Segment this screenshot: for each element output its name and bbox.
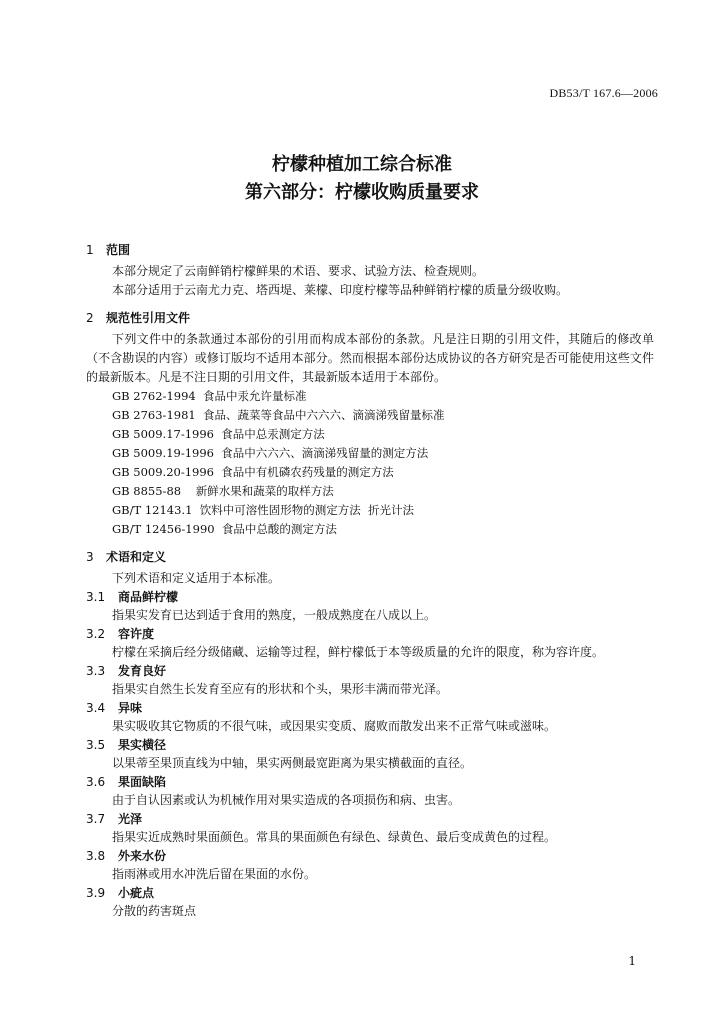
term-heading — [86, 588, 654, 606]
term-definition: 指雨淋或用水冲洗后留在果面的水份。 — [112, 867, 317, 881]
section-number: 2 — [86, 311, 94, 325]
reference-item: GB/T 12143.1 饮料中可溶性固形物的测定方法 折光计法 — [112, 503, 415, 517]
term-number: 3.4 — [86, 701, 106, 715]
section-body — [86, 569, 654, 921]
reference-item: GB 8855-88 新鲜水果和蔬菜的取样方法 — [112, 484, 334, 498]
paragraph: 下列文件中的条款通过本部份的引用而构成本部份的条款。凡是注日期的引用文件，其随后的修改单（不含勘误的内容）或修订版均不适用本部分。然而根据本部份达成协议的各方研究是否可能使用这些文件的最新版本。凡是不注日期的引用文件，其最新版本适用于本部份。 — [86, 332, 654, 384]
term-number: 3.9 — [86, 886, 106, 900]
term-heading — [86, 736, 654, 754]
section-heading — [86, 308, 654, 328]
term-title: 商品鲜柠檬 — [118, 590, 179, 604]
term-definition: 柠檬在采摘后经分级储藏、运输等过程，鲜柠檬低于本等级质量的允许的限度，称为容许度。 — [112, 645, 605, 659]
term-title: 发育良好 — [118, 664, 167, 678]
term-title: 果实横径 — [118, 738, 167, 752]
term-heading — [86, 699, 654, 717]
section-body — [86, 330, 654, 539]
section-heading — [86, 240, 654, 260]
term-heading — [86, 810, 654, 828]
paragraph: 本部分适用于云南尤力克、塔西堤、莱檬、印度柠檬等品种鲜销柠檬的质量分级收购。 — [112, 283, 569, 297]
term-number: 3.5 — [86, 738, 106, 752]
term-number: 3.3 — [86, 664, 106, 678]
section-title: 规范性引用文件 — [106, 311, 191, 325]
reference-item: GB 2762-1994 食品中汞允许量标准 — [112, 389, 307, 403]
term-number: 3.1 — [86, 590, 106, 604]
term-definition: 指果实发育已达到适于食用的熟度，一般成熟度在八成以上。 — [112, 608, 437, 622]
reference-item: GB 5009.19-1996 食品中六六六、滴滴涕残留量的测定方法 — [112, 446, 429, 460]
term-heading — [86, 662, 654, 680]
term-definition: 分散的药害斑点 — [112, 904, 197, 918]
term-heading — [86, 773, 654, 791]
term-heading — [86, 625, 654, 643]
page-number: 1 — [628, 954, 636, 968]
term-definition: 指果实自然生长发育至应有的形状和个头，果形丰满而带光泽。 — [112, 682, 449, 696]
term-number: 3.7 — [86, 812, 106, 826]
reference-item: GB 2763-1981 食品、蔬菜等食品中六六六、滴滴涕残留量标准 — [112, 408, 445, 422]
reference-item: GB 5009.20-1996 食品中有机磷农药残量的测定方法 — [112, 465, 394, 479]
document-title: 柠檬种植加工综合标准 — [272, 154, 452, 175]
term-heading — [86, 847, 654, 865]
term-definition: 由于自认因素或认为机械作用对果实造成的各项损伤和病、虫害。 — [112, 793, 461, 807]
term-number: 3.6 — [86, 775, 106, 789]
section-number: 1 — [86, 243, 94, 257]
section-title: 术语和定义 — [106, 550, 167, 564]
term-number: 3.8 — [86, 849, 106, 863]
document-body — [86, 238, 654, 921]
term-heading — [86, 884, 654, 902]
term-title: 果面缺陷 — [118, 775, 167, 789]
term-title: 异味 — [118, 701, 143, 715]
standard-number: DB53/T 167.6—2006 — [549, 86, 658, 100]
term-number: 3.2 — [86, 627, 106, 641]
document-subtitle: 第六部分：柠檬收购质量要求 — [245, 182, 479, 203]
section-title: 范围 — [106, 243, 131, 257]
paragraph: 下列术语和定义适用于本标准。 — [112, 571, 281, 585]
paragraph: 本部分规定了云南鲜销柠檬鲜果的术语、要求、试验方法、检查规则。 — [112, 264, 485, 278]
reference-item: GB/T 12456-1990 食品中总酸的测定方法 — [112, 522, 337, 536]
section-body — [86, 262, 654, 300]
term-title: 容许度 — [118, 627, 155, 641]
section-heading — [86, 547, 654, 567]
term-title: 外来水份 — [118, 849, 167, 863]
term-definition: 指果实近成熟时果面颜色。常具的果面颜色有绿色、绿黄色、最后变成黄色的过程。 — [112, 830, 557, 844]
term-definition: 果实吸收其它物质的不很气味，或因果实变质、腐败而散发出来不正常气味或滋味。 — [112, 719, 557, 733]
term-title: 光泽 — [118, 812, 143, 826]
term-definition: 以果蒂至果顶直线为中轴，果实两侧最宽距离为果实横截面的直径。 — [112, 756, 473, 770]
term-title: 小疵点 — [118, 886, 155, 900]
reference-item: GB 5009.17-1996 食品中总汞测定方法 — [112, 427, 325, 441]
section-number: 3 — [86, 550, 94, 564]
